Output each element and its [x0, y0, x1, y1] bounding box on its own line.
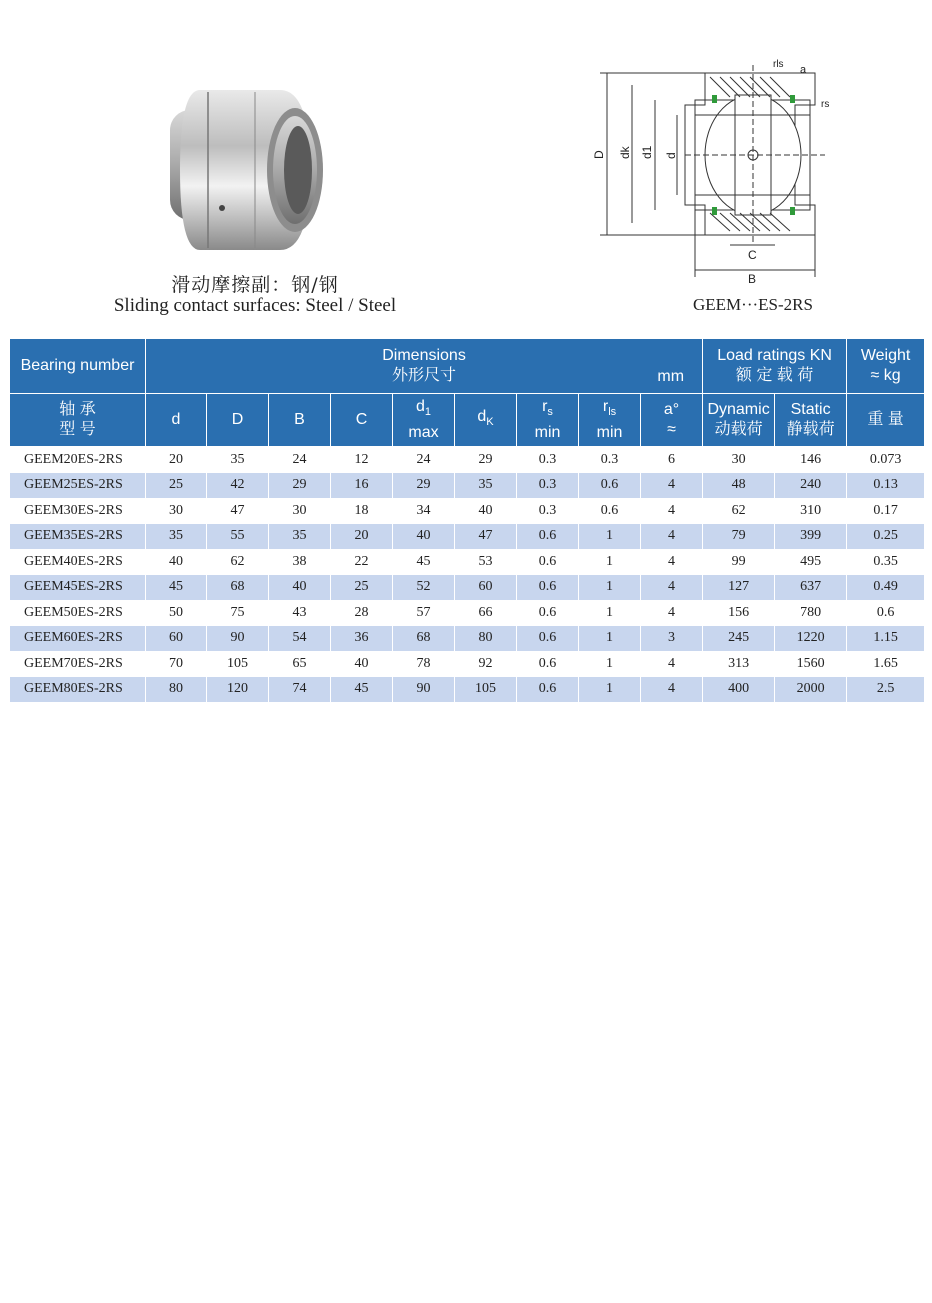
table-cell: 0.49: [847, 575, 925, 601]
col-dynamic-cn: 动载荷: [714, 421, 763, 438]
table-cell: 4: [641, 600, 703, 626]
table-row: [10, 447, 925, 473]
header-dimensions-en: Dimensions: [382, 347, 466, 364]
table-cell-model: GEEM35ES-2RS: [10, 524, 146, 550]
table-cell: 399: [775, 524, 847, 550]
table-cell: 38: [269, 549, 331, 575]
col-dk-sub: K: [486, 416, 494, 429]
table-cell: 0.6: [847, 600, 925, 626]
table-cell: 127: [703, 575, 775, 601]
table-cell: 34: [393, 498, 455, 524]
header-bearing-cn: [10, 394, 146, 447]
table-cell: 2000: [775, 677, 847, 703]
table-cell: 0.6: [517, 575, 579, 601]
table-cell: 0.6: [517, 651, 579, 677]
col-dk-label: d: [477, 408, 487, 426]
table-cell: 75: [207, 600, 269, 626]
table-cell: 45: [393, 549, 455, 575]
table-cell: 30: [269, 498, 331, 524]
table-cell: 45: [331, 677, 393, 703]
table-cell: 0.6: [517, 626, 579, 652]
col-rs: [517, 394, 579, 447]
table-cell: 1.65: [847, 651, 925, 677]
table-cell: 30: [146, 498, 207, 524]
table-cell: 0.6: [517, 524, 579, 550]
table-cell: 0.25: [847, 524, 925, 550]
col-d1-sub: 1: [424, 406, 432, 419]
photo-caption-en: Sliding contact surfaces: Steel / Steel: [113, 295, 397, 316]
table-cell: 53: [455, 549, 517, 575]
table-cell: 4: [641, 677, 703, 703]
table-row: [10, 473, 925, 499]
table-cell-model: GEEM40ES-2RS: [10, 549, 146, 575]
table-cell: 22: [331, 549, 393, 575]
col-a-label: a°: [663, 401, 680, 418]
table-cell: 4: [641, 575, 703, 601]
table-cell: 48: [703, 473, 775, 499]
col-d: d: [146, 394, 207, 447]
col-rs-min: min: [534, 423, 561, 441]
table-cell: 0.6: [579, 473, 641, 499]
table-cell: 60: [455, 575, 517, 601]
col-dynamic: [703, 394, 775, 447]
table-cell: 35: [455, 473, 517, 499]
table-cell: 105: [455, 677, 517, 703]
table-cell: 25: [331, 575, 393, 601]
col-rs-sub: s: [547, 406, 553, 419]
table-row: [10, 575, 925, 601]
label-B: B: [748, 272, 757, 285]
table-cell: 40: [455, 498, 517, 524]
table-row: [10, 677, 925, 703]
product-photo-block: [90, 80, 420, 320]
col-dk: [455, 394, 517, 447]
label-dk: dk: [618, 146, 632, 159]
table-cell: 156: [703, 600, 775, 626]
table-cell: 35: [269, 524, 331, 550]
header-load-ratings-cn: 额 定 载 荷: [735, 367, 814, 384]
table-cell: 146: [775, 447, 847, 473]
table-cell: 52: [393, 575, 455, 601]
table-cell: 6: [641, 447, 703, 473]
table-cell: 3: [641, 626, 703, 652]
table-cell: 57: [393, 600, 455, 626]
col-C: C: [331, 394, 393, 447]
table-cell-model: GEEM20ES-2RS: [10, 447, 146, 473]
col-B: B: [269, 394, 331, 447]
header-dimensions-cn: 外形尺寸: [392, 367, 457, 384]
header-weight: [847, 339, 925, 394]
spec-table: [9, 338, 925, 702]
bearing-photo: [160, 80, 330, 260]
photo-caption-cn: 滑动摩擦副：钢/钢: [171, 274, 339, 296]
table-cell: 0.073: [847, 447, 925, 473]
table-cell: 4: [641, 651, 703, 677]
table-cell: 42: [207, 473, 269, 499]
table-cell: 68: [207, 575, 269, 601]
label-C: C: [748, 248, 757, 262]
table-cell: 90: [393, 677, 455, 703]
col-static-en: Static: [790, 401, 831, 418]
cross-section-drawing: [585, 55, 845, 320]
table-cell: 1: [579, 524, 641, 550]
table-cell: 1: [579, 575, 641, 601]
table-cell: 0.3: [517, 498, 579, 524]
table-cell: 35: [146, 524, 207, 550]
table-cell: 1560: [775, 651, 847, 677]
table-cell: 62: [207, 549, 269, 575]
table-row: [10, 626, 925, 652]
table-cell: 20: [146, 447, 207, 473]
table-cell: 4: [641, 524, 703, 550]
table-cell: 1: [579, 651, 641, 677]
table-cell-model: GEEM50ES-2RS: [10, 600, 146, 626]
table-cell-model: GEEM25ES-2RS: [10, 473, 146, 499]
table-cell: 90: [207, 626, 269, 652]
table-cell: 313: [703, 651, 775, 677]
header-load-ratings: [703, 339, 847, 394]
col-static-cn: 静载荷: [786, 421, 835, 438]
table-cell: 40: [146, 549, 207, 575]
table-cell: 40: [331, 651, 393, 677]
table-cell: 1: [579, 677, 641, 703]
table-cell: 18: [331, 498, 393, 524]
table-cell: 245: [703, 626, 775, 652]
col-static: [775, 394, 847, 447]
table-cell: 12: [331, 447, 393, 473]
table-cell: 70: [146, 651, 207, 677]
table-cell: 0.3: [579, 447, 641, 473]
header-bearing-number: Bearing number: [10, 339, 146, 394]
table-cell: 0.3: [517, 473, 579, 499]
table-cell-model: GEEM45ES-2RS: [10, 575, 146, 601]
table-row: [10, 651, 925, 677]
table-cell: 74: [269, 677, 331, 703]
col-d1: [393, 394, 455, 447]
col-d1-max: max: [408, 423, 439, 441]
table-row: [10, 498, 925, 524]
table-cell: 30: [703, 447, 775, 473]
col-rls-label: r: [602, 398, 609, 416]
table-cell: 0.6: [579, 498, 641, 524]
drawing-title: GEEM···ES-2RS: [693, 295, 813, 314]
table-cell: 66: [455, 600, 517, 626]
col-weight-cn: 重 量: [847, 394, 925, 447]
table-cell: 400: [703, 677, 775, 703]
table-cell: 240: [775, 473, 847, 499]
table-cell-model: GEEM60ES-2RS: [10, 626, 146, 652]
col-dynamic-en: Dynamic: [707, 401, 770, 418]
table-cell: 780: [775, 600, 847, 626]
table-cell: 0.6: [517, 677, 579, 703]
table-cell-model: GEEM70ES-2RS: [10, 651, 146, 677]
table-cell: 637: [775, 575, 847, 601]
header-dimensions: [146, 339, 703, 394]
label-rs: rs: [821, 99, 830, 110]
table-cell: 24: [269, 447, 331, 473]
col-a-approx: ≈: [667, 421, 676, 438]
table-row: [10, 524, 925, 550]
table-cell-model: GEEM30ES-2RS: [10, 498, 146, 524]
table-cell: 43: [269, 600, 331, 626]
label-d: d: [664, 152, 678, 159]
table-cell: 0.35: [847, 549, 925, 575]
table-cell: 24: [393, 447, 455, 473]
label-d1: d1: [640, 145, 654, 159]
table-cell: 62: [703, 498, 775, 524]
table-cell: 28: [331, 600, 393, 626]
table-cell: 60: [146, 626, 207, 652]
table-cell: 1.15: [847, 626, 925, 652]
header-bearing-cn-1: 轴 承: [59, 401, 96, 418]
table-cell: 68: [393, 626, 455, 652]
table-cell: 54: [269, 626, 331, 652]
table-cell: 80: [146, 677, 207, 703]
col-D: D: [207, 394, 269, 447]
table-cell: 1220: [775, 626, 847, 652]
table-cell: 29: [455, 447, 517, 473]
table-cell: 1: [579, 626, 641, 652]
table-cell: 55: [207, 524, 269, 550]
table-cell: 47: [455, 524, 517, 550]
table-cell: 40: [269, 575, 331, 601]
table-cell: 0.3: [517, 447, 579, 473]
table-cell: 99: [703, 549, 775, 575]
table-cell: 4: [641, 549, 703, 575]
col-rls: [579, 394, 641, 447]
col-rs-label: r: [542, 398, 548, 416]
header-unit: mm: [657, 368, 685, 385]
table-cell: 45: [146, 575, 207, 601]
table-cell: 1: [579, 600, 641, 626]
table-cell: 0.17: [847, 498, 925, 524]
table-cell: 36: [331, 626, 393, 652]
col-d1-label: d: [415, 398, 425, 416]
table-cell: 1: [579, 549, 641, 575]
label-rls: rls: [773, 59, 784, 70]
header-weight-unit: ≈ kg: [870, 367, 901, 384]
table-cell: 20: [331, 524, 393, 550]
header-load-ratings-en: Load ratings KN: [717, 347, 832, 364]
col-rls-min: min: [596, 423, 623, 441]
table-cell: 16: [331, 473, 393, 499]
table-cell: 4: [641, 498, 703, 524]
table-cell: 495: [775, 549, 847, 575]
table-cell: 0.6: [517, 549, 579, 575]
table-cell: 92: [455, 651, 517, 677]
table-cell: 78: [393, 651, 455, 677]
col-rls-sub: ls: [608, 406, 617, 419]
table-cell: 80: [455, 626, 517, 652]
table-cell: 25: [146, 473, 207, 499]
table-cell-model: GEEM80ES-2RS: [10, 677, 146, 703]
table-cell: 120: [207, 677, 269, 703]
table-cell: 29: [269, 473, 331, 499]
label-D: D: [592, 150, 606, 159]
table-row: [10, 549, 925, 575]
table-cell: 47: [207, 498, 269, 524]
table-cell: 310: [775, 498, 847, 524]
table-body: [10, 447, 925, 703]
table-cell: 0.6: [517, 600, 579, 626]
table-cell: 4: [641, 473, 703, 499]
table-cell: 40: [393, 524, 455, 550]
table-cell: 35: [207, 447, 269, 473]
header-bearing-cn-2: 型 号: [59, 421, 96, 438]
table-cell: 2.5: [847, 677, 925, 703]
cross-section-svg: [585, 55, 845, 285]
col-a: [641, 394, 703, 447]
table-cell: 50: [146, 600, 207, 626]
table-cell: 65: [269, 651, 331, 677]
table-cell: 29: [393, 473, 455, 499]
table-cell: 79: [703, 524, 775, 550]
table-row: [10, 600, 925, 626]
table-cell: 105: [207, 651, 269, 677]
header-weight-en: Weight: [860, 347, 911, 364]
table-cell: 0.13: [847, 473, 925, 499]
label-a: a: [800, 64, 807, 76]
